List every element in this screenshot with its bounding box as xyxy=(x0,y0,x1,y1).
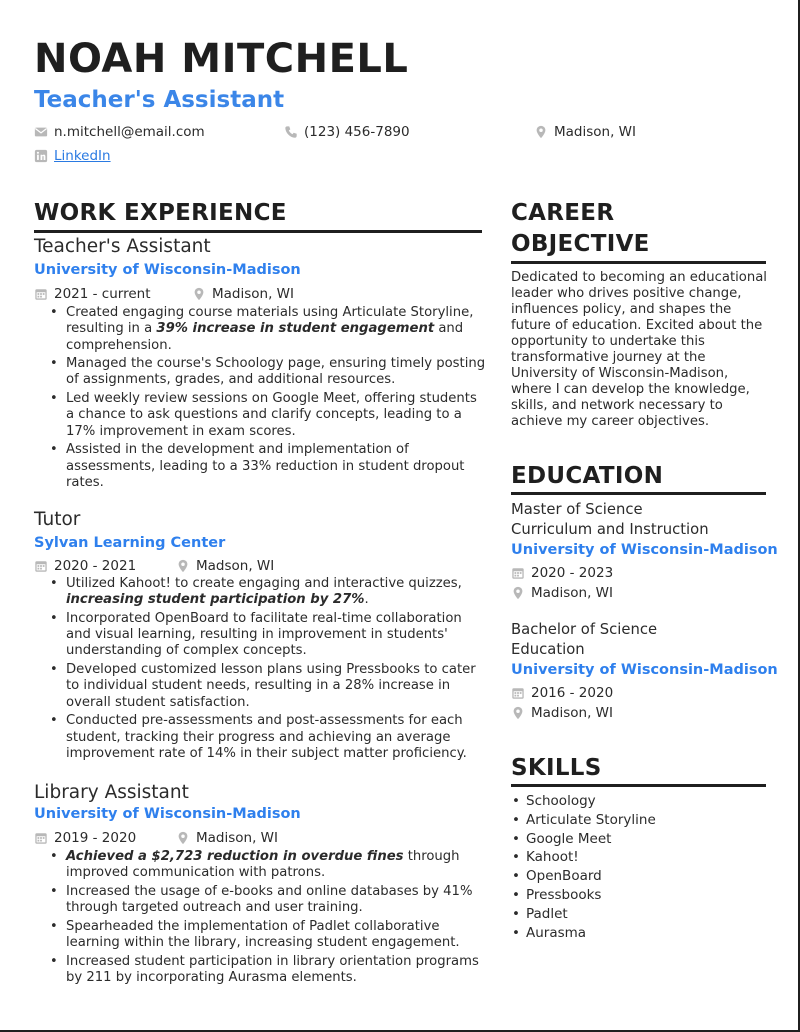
linkedin-link[interactable]: LinkedIn xyxy=(54,148,111,164)
education-dates xyxy=(511,685,613,701)
job-dates-text: 2020 - 2021 xyxy=(54,558,137,574)
job-dates xyxy=(34,558,136,574)
work-experience-rule xyxy=(34,230,482,233)
education-dates-text: 2016 - 2020 xyxy=(531,685,614,701)
work-experience-heading: WORK EXPERIENCE xyxy=(34,200,287,226)
bullet-item: • Spearheaded the implementation of Padlet collaborative learning within the library, increasing student engagement. xyxy=(48,919,488,952)
email-text[interactable]: n.mitchell@email.com xyxy=(54,124,205,140)
degree-title: Bachelor of Science xyxy=(511,621,658,638)
career-objective-heading-line2: OBJECTIVE xyxy=(511,231,650,257)
job-title: Tutor xyxy=(34,509,81,530)
calendar-icon xyxy=(511,566,525,580)
education-heading: EDUCATION xyxy=(511,463,664,489)
job-location-text: Madison, WI xyxy=(212,286,295,302)
job-organization: University of Wisconsin-Madison xyxy=(34,262,301,278)
career-objective-heading-line1: CAREER xyxy=(511,200,615,226)
contact-email xyxy=(34,124,205,140)
bullet-item: • Led weekly review sessions on Google Meet, offering students a chance to ask questions and clarify concepts, leading to a 17% improvement in exam scores. xyxy=(48,391,488,440)
job-bullets xyxy=(48,305,488,493)
bullet-item: • Increased student participation in library orientation programs by 211 by incorporating Aurasma elements. xyxy=(48,954,488,987)
skills-list xyxy=(511,792,761,942)
bullet-item: • Incorporated OpenBoard to facilitate real-time collaboration and visual learning, resulting in improvement in students' understanding of complex concepts. xyxy=(48,611,488,660)
calendar-icon xyxy=(511,686,525,700)
bullet-item: • Conducted pre-assessments and post-assessments for each student, tracking their progress and achieving an average improvement rate of 14% in their subject matter proficiency. xyxy=(48,713,488,762)
skill-item: • Schoology xyxy=(511,792,761,811)
career-objective-heading xyxy=(511,198,650,260)
job-dates-text: 2019 - 2020 xyxy=(54,830,137,846)
contact-linkedin xyxy=(34,148,111,164)
job-title: Library Assistant xyxy=(34,782,189,803)
job-location-text: Madson, WI xyxy=(196,558,275,574)
skill-item: • Articulate Storyline xyxy=(511,811,761,830)
map-pin-icon xyxy=(176,831,190,845)
calendar-icon xyxy=(34,287,48,301)
bullet-item: • Increased the usage of e-books and online databases by 41% through targeted outreach and user training. xyxy=(48,884,488,917)
education-dates xyxy=(511,565,613,581)
bullet-item: • Assisted in the development and implementation of assessments, leading to a 33% reduction in student dropout rates. xyxy=(48,442,488,491)
bullet-item: • Developed customized lesson plans using Pressbooks to cater to individual student needs, resulting in a 28% increase in overall student satisfaction. xyxy=(48,662,488,711)
education-rule xyxy=(511,492,766,495)
job-organization: University of Wisconsin-Madison xyxy=(34,806,301,822)
education-location-text: Madison, WI xyxy=(531,585,614,601)
job-location-text: Madison, WI xyxy=(196,830,279,846)
job-bullets xyxy=(48,849,488,989)
school-name: University of Wisconsin-Madison xyxy=(511,542,778,558)
envelope-icon xyxy=(34,125,48,139)
job-location xyxy=(192,286,294,302)
phone-text: (123) 456-7890 xyxy=(304,124,410,140)
job-bullets xyxy=(48,576,488,764)
degree-title: Master of Science xyxy=(511,501,643,518)
skill-item: • Google Meet xyxy=(511,830,761,849)
skill-item: • Aurasma xyxy=(511,924,761,943)
contact-location xyxy=(534,124,636,140)
skill-item: • OpenBoard xyxy=(511,867,761,886)
skill-item: • Kahoot! xyxy=(511,848,761,867)
map-pin-icon xyxy=(176,559,190,573)
job-organization: Sylvan Learning Center xyxy=(34,535,226,551)
job-dates xyxy=(34,830,136,846)
calendar-icon xyxy=(34,831,48,845)
skill-item: • Padlet xyxy=(511,905,761,924)
map-pin-icon xyxy=(511,586,525,600)
education-dates-text: 2020 - 2023 xyxy=(531,565,614,581)
degree-field: Education xyxy=(511,641,585,658)
map-pin-icon xyxy=(534,125,548,139)
bullet-item: • Achieved a $2,723 reduction in overdue fines through improved communication with patrons. xyxy=(48,849,488,882)
bullet-item: • Managed the course's Schoology page, ensuring timely posting of assignments, grades, and additional resources. xyxy=(48,356,488,389)
skills-rule xyxy=(511,784,766,787)
job-dates xyxy=(34,286,151,302)
skills-heading: SKILLS xyxy=(511,755,602,781)
skill-item: • Pressbooks xyxy=(511,886,761,905)
career-objective-rule xyxy=(511,261,766,264)
map-pin-icon xyxy=(511,706,525,720)
job-location xyxy=(176,558,274,574)
calendar-icon xyxy=(34,559,48,573)
job-dates-text: 2021 - current xyxy=(54,286,151,302)
education-location xyxy=(511,705,613,721)
candidate-title: Teacher's Assistant xyxy=(34,87,285,113)
map-pin-icon xyxy=(192,287,206,301)
bullet-item: • Utilized Kahoot! to create engaging and interactive quizzes, increasing student participation by 27%. xyxy=(48,576,488,609)
job-title: Teacher's Assistant xyxy=(34,236,211,257)
job-location xyxy=(176,830,278,846)
education-location xyxy=(511,585,613,601)
linkedin-icon xyxy=(34,149,48,163)
bullet-item: • Created engaging course materials using Articulate Storyline, resulting in a 39% increase in student engagement and comprehension. xyxy=(48,305,488,354)
degree-field: Curriculum and Instruction xyxy=(511,521,709,538)
phone-icon xyxy=(284,125,298,139)
contact-phone xyxy=(284,124,410,140)
candidate-name: NOAH MITCHELL xyxy=(34,36,409,82)
education-location-text: Madison, WI xyxy=(531,705,614,721)
location-text: Madison, WI xyxy=(554,124,637,140)
career-objective-text: Dedicated to becoming an educational leader who drives positive change, influences policy, and shapes the future of education. Excited about the opportunity to undertake this transformative journey at the University of Wisconsin-Madison, where I can develop the knowledge, skills, and network necessary to achieve my career objectives. xyxy=(511,270,767,429)
school-name: University of Wisconsin-Madison xyxy=(511,662,778,678)
